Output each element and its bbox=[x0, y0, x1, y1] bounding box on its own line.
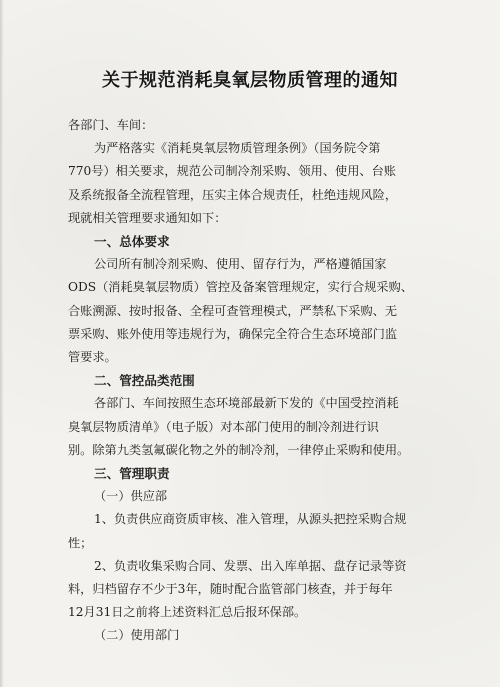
section-heading: 二、管控品类范围 bbox=[94, 373, 195, 389]
intro-line: 现就相关管理要求通知如下： bbox=[68, 210, 227, 225]
section-line: 臭氧层物质清单》（电子版）对本部门使用的制冷剂进行识 bbox=[68, 419, 379, 434]
scan-edge bbox=[0, 0, 4, 687]
section-heading: 一、总体要求 bbox=[94, 234, 170, 250]
list-item: 性； bbox=[68, 535, 93, 550]
subsection-heading: （一）供应部 bbox=[94, 489, 168, 504]
subsection-heading: （二）使用部门 bbox=[94, 628, 180, 643]
section-line: 别。除第九类氢氟碳化物之外的制冷剂，一律停止采购和使用。 bbox=[68, 442, 410, 457]
section-line: ODS（消耗臭氧层物质）管控及备案管理规定，实行合规采购、 bbox=[68, 280, 413, 295]
list-item: 料，归档留存不少于3年，随时配合监管部门核查，并于每年 bbox=[68, 582, 393, 597]
list-item: 12月31日之前将上述资料汇总后报环保部。 bbox=[68, 605, 307, 620]
list-item: 1、负责供应商资质审核、准入管理，从源头把控采购合规 bbox=[94, 512, 407, 527]
section-line: 票采购、账外使用等违规行为，确保完全符合生态环境部门监 bbox=[68, 326, 398, 341]
section-line: 合账溯源、按时报备、全程可查管理模式，严禁私下采购、无 bbox=[68, 303, 398, 318]
section-heading: 三、管理职责 bbox=[94, 466, 170, 482]
document-body bbox=[68, 114, 444, 648]
intro-line: 770号）相关要求，规范公司制冷剂采购、领用、使用、台账 bbox=[68, 164, 396, 179]
section-line: 公司所有制冷剂采购、使用、留存行为，严格遵循国家 bbox=[94, 257, 387, 272]
document-title: 关于规范消耗臭氧层物质管理的通知 bbox=[102, 70, 398, 91]
salutation: 各部门、车间： bbox=[68, 118, 154, 132]
list-item: 2、负责收集采购合同、发票、出入库单据、盘存记录等资 bbox=[94, 558, 407, 573]
intro-line: 及系统报备全流程管理，压实主体合规责任，杜绝违规风险， bbox=[68, 187, 398, 202]
intro-line: 为严格落实《消耗臭氧层物质管理条例》（国务院令第 bbox=[94, 141, 381, 156]
section-line: 管要求。 bbox=[68, 350, 117, 365]
section-line: 各部门、车间按照生态环境部最新下发的《中国受控消耗 bbox=[94, 396, 399, 411]
